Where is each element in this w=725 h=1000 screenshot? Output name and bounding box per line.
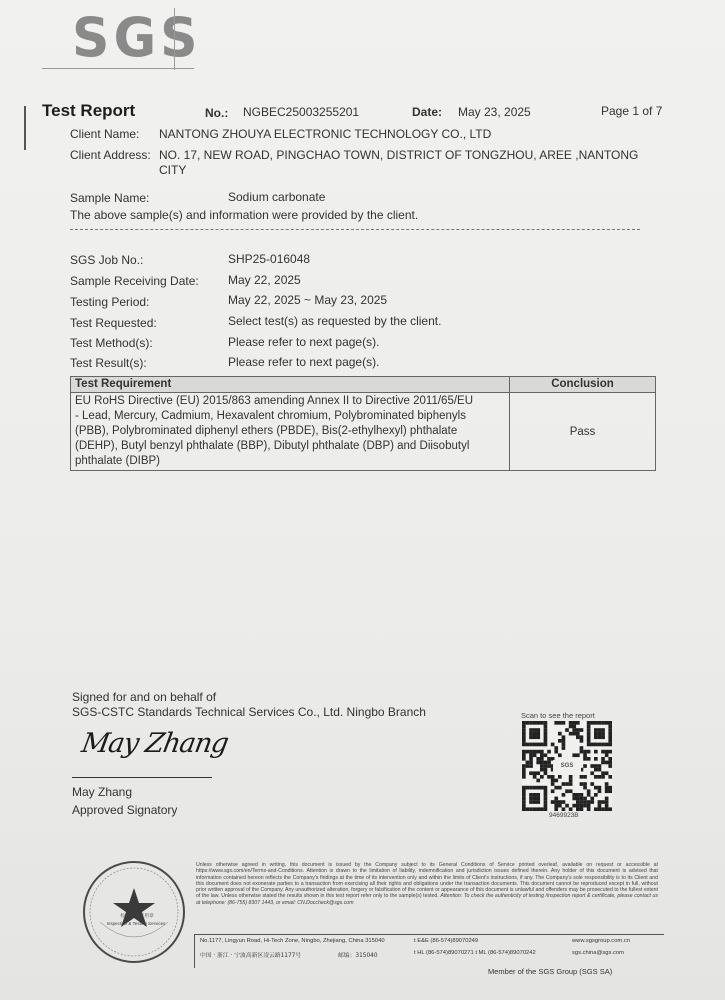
sample-note: The above sample(s) and information were provided by the client. (70, 208, 419, 222)
report-no-label: No.: (205, 106, 229, 120)
sgs-group-membership: Member of the SGS Group (SGS SA) (488, 967, 613, 976)
sample-name-value: Sodium carbonate (228, 190, 326, 204)
job-no-value: SHP25-016048 (228, 252, 311, 266)
margin-mark (24, 106, 26, 150)
conclusion-cell: Pass (510, 393, 656, 471)
telephone-chinese: t HL (86-574)89070271 t ML (86-574)89070242 (414, 950, 536, 956)
receiving-date-value: May 22, 2025 (228, 273, 301, 287)
stamp-center-text: 检验检测专用章 (120, 914, 154, 919)
report-no-value: NGBEC25003255201 (243, 105, 360, 119)
stamp-bottom-text: Inspection & Testing Services (106, 921, 166, 926)
qr-caption: Scan to see the report (521, 711, 595, 720)
qr-center-logo: SGS (553, 760, 581, 772)
testing-period-value: May 22, 2025 ~ May 23, 2025 (228, 293, 388, 307)
address-left-rule (194, 934, 195, 968)
address-chinese: 中国 · 浙江 · 宁波高新区凌云路1177号 (200, 953, 302, 959)
sgs-logo: SGS (72, 6, 202, 70)
handwritten-signature: May Zhang (79, 728, 231, 759)
header-test-requirement: Test Requirement (71, 377, 510, 393)
test-results-value: Please refer to next page(s). (228, 355, 380, 369)
requirement-line: - Lead, Mercury, Cadmium, Hexavalent chromium, Polybrominated biphenyls (75, 410, 466, 422)
client-name-label: Client Name: (70, 127, 140, 141)
signed-on-behalf-line2: SGS-CSTC Standards Technical Services Co., Ltd. Ningbo Branch (72, 705, 426, 719)
page-number: Page 1 of 7 (601, 104, 663, 118)
report-date-label: Date: (412, 105, 443, 119)
telephone-english: t E&E (86-574)89070249 (414, 938, 479, 944)
report-date-value: May 23, 2025 (458, 105, 531, 119)
address-english: No.1177, Lingyun Road, Hi-Tech Zone, Ningbo, Zhejiang, China 315040 (200, 938, 385, 944)
postcode-chinese: 邮编：315040 (338, 953, 378, 959)
requirement-description (71, 393, 510, 471)
receiving-date-label: Sample Receiving Date: (70, 274, 199, 288)
logo-divider (174, 8, 175, 70)
table-row (71, 393, 656, 471)
client-address-line1: NO. 17, NEW ROAD, PINGCHAO TOWN, DISTRICT OF TONGZHOU, AREE ,NANTONG (159, 148, 639, 162)
qr-code-number: 9469923B (549, 812, 579, 819)
client-address-label: Client Address: (70, 148, 151, 162)
header-conclusion: Conclusion (510, 377, 656, 393)
client-name-value: NANTONG ZHOUYA ELECTRONIC TECHNOLOGY CO., LTD (159, 127, 492, 141)
requirement-line: (PBB), Polybrominated diphenyl ethers (PBDE), Bis(2-ethylhexyl) phthalate (75, 425, 458, 437)
test-requirement-table (70, 376, 656, 471)
requirement-line: (DEHP), Butyl benzyl phthalate (BBP), Dibutyl phthalate (DBP) and Diisobutyl (75, 440, 470, 452)
requirement-line: EU RoHS Directive (EU) 2015/863 amending Annex II to Directive 2011/65/EU (75, 395, 474, 407)
section-divider (70, 229, 640, 230)
signed-on-behalf-line1: Signed for and on behalf of (72, 690, 217, 704)
signature-line (72, 777, 212, 778)
test-methods-value: Please refer to next page(s). (228, 335, 380, 349)
job-no-label: SGS Job No.: (70, 253, 144, 267)
signatory-name: May Zhang (72, 785, 133, 799)
website-link[interactable]: www.sgsgroup.com.cn (572, 938, 630, 944)
report-title: Test Report (42, 101, 136, 120)
sample-name-label: Sample Name: (70, 191, 150, 205)
test-results-label: Test Result(s): (70, 356, 147, 370)
test-methods-label: Test Method(s): (70, 336, 153, 350)
terms-fine-print: Unless otherwise agreed in writing, this document is issued by the Company subject to its General Conditions of Service printed overleaf, available on request or accessible at https://www.sgs.com/en/Terms-and-Conditions. Attention is drawn to the limitation of liability, indemnification and jurisdiction issues defined therein. Any holder of this document is advised that information contained hereon reflects the Company's findings at the time of its intervention only and within the limits of Client's instructions, if any. The Company's sole responsibility is to its Client and this document does not exonerate parties to a transaction from exercising all their rights and obligations under the transaction documents. This document cannot be reproduced except in full, without prior written approval of the Company. Any unauthorized alteration, forgery or falsification of the content or appearance of this document is unlawful and offenders may be prosecuted to the fullest extent of the law. Unless otherwise stated the results shown in this test report refer only to the sample(s) tested. Attention: To check the authenticity of testing /inspection report & certificate, please contact us at telephone: (86-755) 8307 1443, or email: CN.Doccheck@sgs.com (196, 862, 658, 906)
signatory-title: Approved Signatory (72, 803, 178, 817)
logo-underline (42, 68, 194, 69)
table-header-row (71, 377, 656, 393)
test-requested-value: Select test(s) as requested by the client. (228, 314, 442, 328)
address-top-rule (194, 934, 664, 935)
email-link[interactable]: sgs.china@sgs.com (572, 950, 624, 956)
requirement-line: phthalate (DIBP) (75, 455, 161, 467)
client-address-line2: CITY (159, 163, 187, 177)
testing-period-label: Testing Period: (70, 295, 150, 309)
test-requested-label: Test Requested: (70, 316, 157, 330)
authenticity-attention: Attention: To check the authenticity of testing /inspection report & certificate, please contact us at telephone: (86-755) 8307 1443, or email: CN.Doccheck@sgs.com (196, 893, 658, 906)
